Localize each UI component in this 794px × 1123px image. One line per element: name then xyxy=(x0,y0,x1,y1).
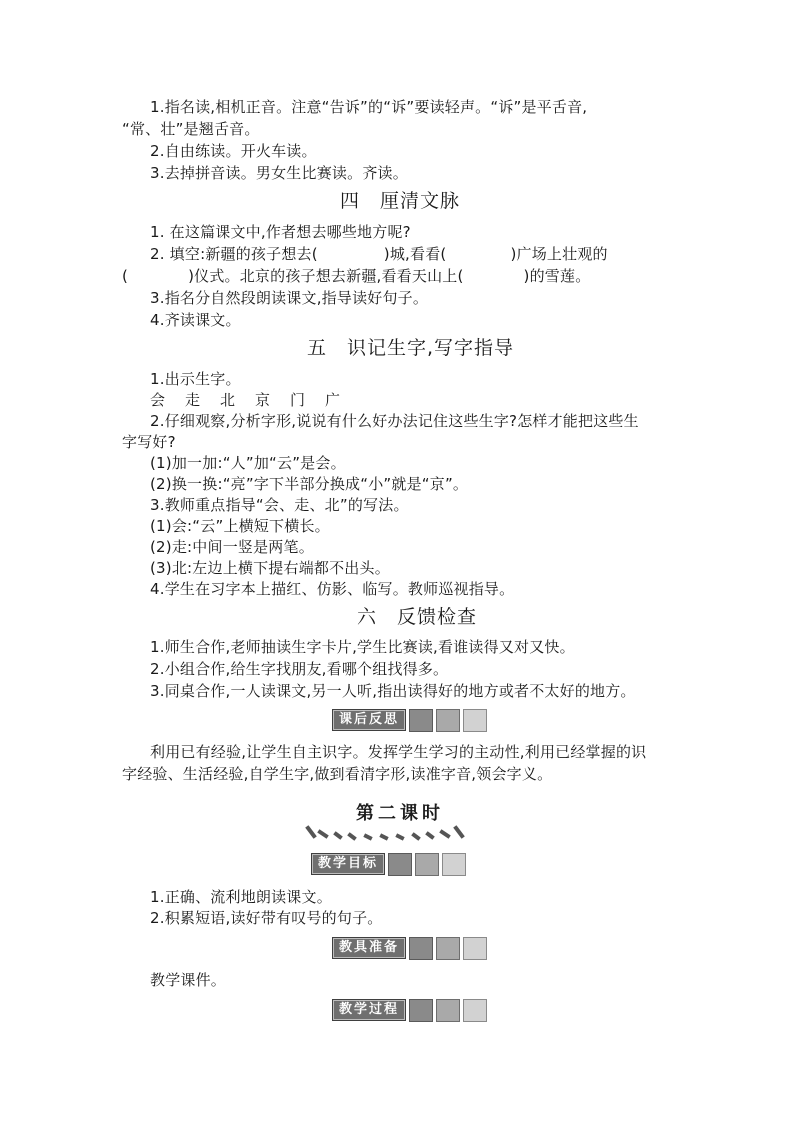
text-line: 3.指名分自然段朗读课文,指导读好句子。 xyxy=(150,289,429,307)
banner-square-decoration xyxy=(436,937,460,960)
new-character: 走 xyxy=(185,391,201,409)
text-line: 3.教师重点指导“会、走、北”的写法。 xyxy=(150,496,409,514)
banner-square-decoration xyxy=(463,999,487,1022)
text-line: (2)走:中间一竖是两笔。 xyxy=(150,538,314,556)
banner-square-decoration xyxy=(409,937,433,960)
text-line: 1.指名读,相机正音。注意“告诉”的“诉”要读轻声。“诉”是平舌音, xyxy=(150,98,588,116)
text-line: 4.学生在习字本上描红、仿影、临写。教师巡视指导。 xyxy=(150,580,515,598)
text-fragment: )仪式。北京的孩子想去新疆,看看天山上( xyxy=(188,267,464,285)
reflection-banner xyxy=(332,709,487,731)
text-line: 2.自由练读。开火车读。 xyxy=(150,142,317,160)
banner-square-decoration xyxy=(409,709,433,732)
text-fragment: 2. 填空:新疆的孩子想去( xyxy=(150,245,318,263)
text-line: (1)会:“云”上横短下横长。 xyxy=(150,517,330,535)
fill-blank-line xyxy=(122,266,590,286)
text-line: 字写好? xyxy=(122,433,176,451)
text-fragment: ( xyxy=(122,267,129,285)
section-heading: 六 反馈检查 xyxy=(357,606,478,628)
new-character: 京 xyxy=(255,391,271,409)
lesson-title: 第二课时 xyxy=(356,803,444,824)
banner-label: 教学过程 xyxy=(332,999,406,1021)
text-line: 2.仔细观察,分析字形,说说有什么好办法记住这些生字?怎样才能把这些生 xyxy=(150,412,639,430)
text-line: “常、壮”是翘舌音。 xyxy=(122,120,260,138)
text-fragment: )城,看看( xyxy=(383,245,447,263)
title-ribbon-decoration xyxy=(300,822,470,844)
text-line: 4.齐读课文。 xyxy=(150,311,241,329)
goals-banner xyxy=(311,853,466,875)
fill-blank-line xyxy=(150,244,608,264)
banner-label: 教具准备 xyxy=(332,937,406,959)
new-character: 门 xyxy=(290,391,306,409)
text-line: 2.积累短语,读好带有叹号的句子。 xyxy=(150,909,383,927)
text-line: 1. 在这篇课文中,作者想去哪些地方呢? xyxy=(150,223,411,241)
banner-square-decoration xyxy=(436,999,460,1022)
new-character: 会 xyxy=(150,391,166,409)
text-line: (1)加一加:“人”加“云”是会。 xyxy=(150,454,346,472)
section-heading: 四 厘清文脉 xyxy=(340,190,461,212)
banner-label: 课后反思 xyxy=(332,709,406,731)
prep-banner xyxy=(332,937,487,959)
text-line: 3.同桌合作,一人读课文,另一人听,指出读得好的地方或者不太好的地方。 xyxy=(150,682,636,700)
text-line: (3)北:左边上横下提右端都不出头。 xyxy=(150,559,390,577)
new-character: 广 xyxy=(325,391,341,409)
banner-label: 教学目标 xyxy=(311,853,385,875)
text-line: (2)换一换:“亮”字下半部分换成“小”就是“京”。 xyxy=(150,475,469,493)
banner-square-decoration xyxy=(463,709,487,732)
banner-square-decoration xyxy=(388,853,412,876)
text-line: 1.师生合作,老师抽读生字卡片,学生比赛读,看谁读得又对又快。 xyxy=(150,638,575,656)
banner-square-decoration xyxy=(436,709,460,732)
text-fragment: )广场上壮观的 xyxy=(510,245,608,263)
text-line: 字经验、生活经验,自学生字,做到看清字形,读准字音,领会字义。 xyxy=(122,765,553,783)
character-list xyxy=(150,390,360,410)
text-line: 2.小组合作,给生字找朋友,看哪个组找得多。 xyxy=(150,660,449,678)
text-line: 利用已有经验,让学生自主识字。发挥学生学习的主动性,利用已经掌握的识 xyxy=(150,743,647,761)
process-banner xyxy=(332,999,487,1021)
banner-square-decoration xyxy=(415,853,439,876)
text-line: 3.去掉拼音读。男女生比赛读。齐读。 xyxy=(150,164,408,182)
text-line: 教学课件。 xyxy=(150,971,227,989)
text-fragment: )的雪莲。 xyxy=(523,267,591,285)
banner-square-decoration xyxy=(409,999,433,1022)
text-line: 1.正确、流利地朗读课文。 xyxy=(150,888,332,906)
banner-square-decoration xyxy=(463,937,487,960)
banner-square-decoration xyxy=(442,853,466,876)
text-line: 1.出示生字。 xyxy=(150,370,241,388)
section-heading: 五 识记生字,写字指导 xyxy=(307,337,515,359)
new-character: 北 xyxy=(220,391,236,409)
